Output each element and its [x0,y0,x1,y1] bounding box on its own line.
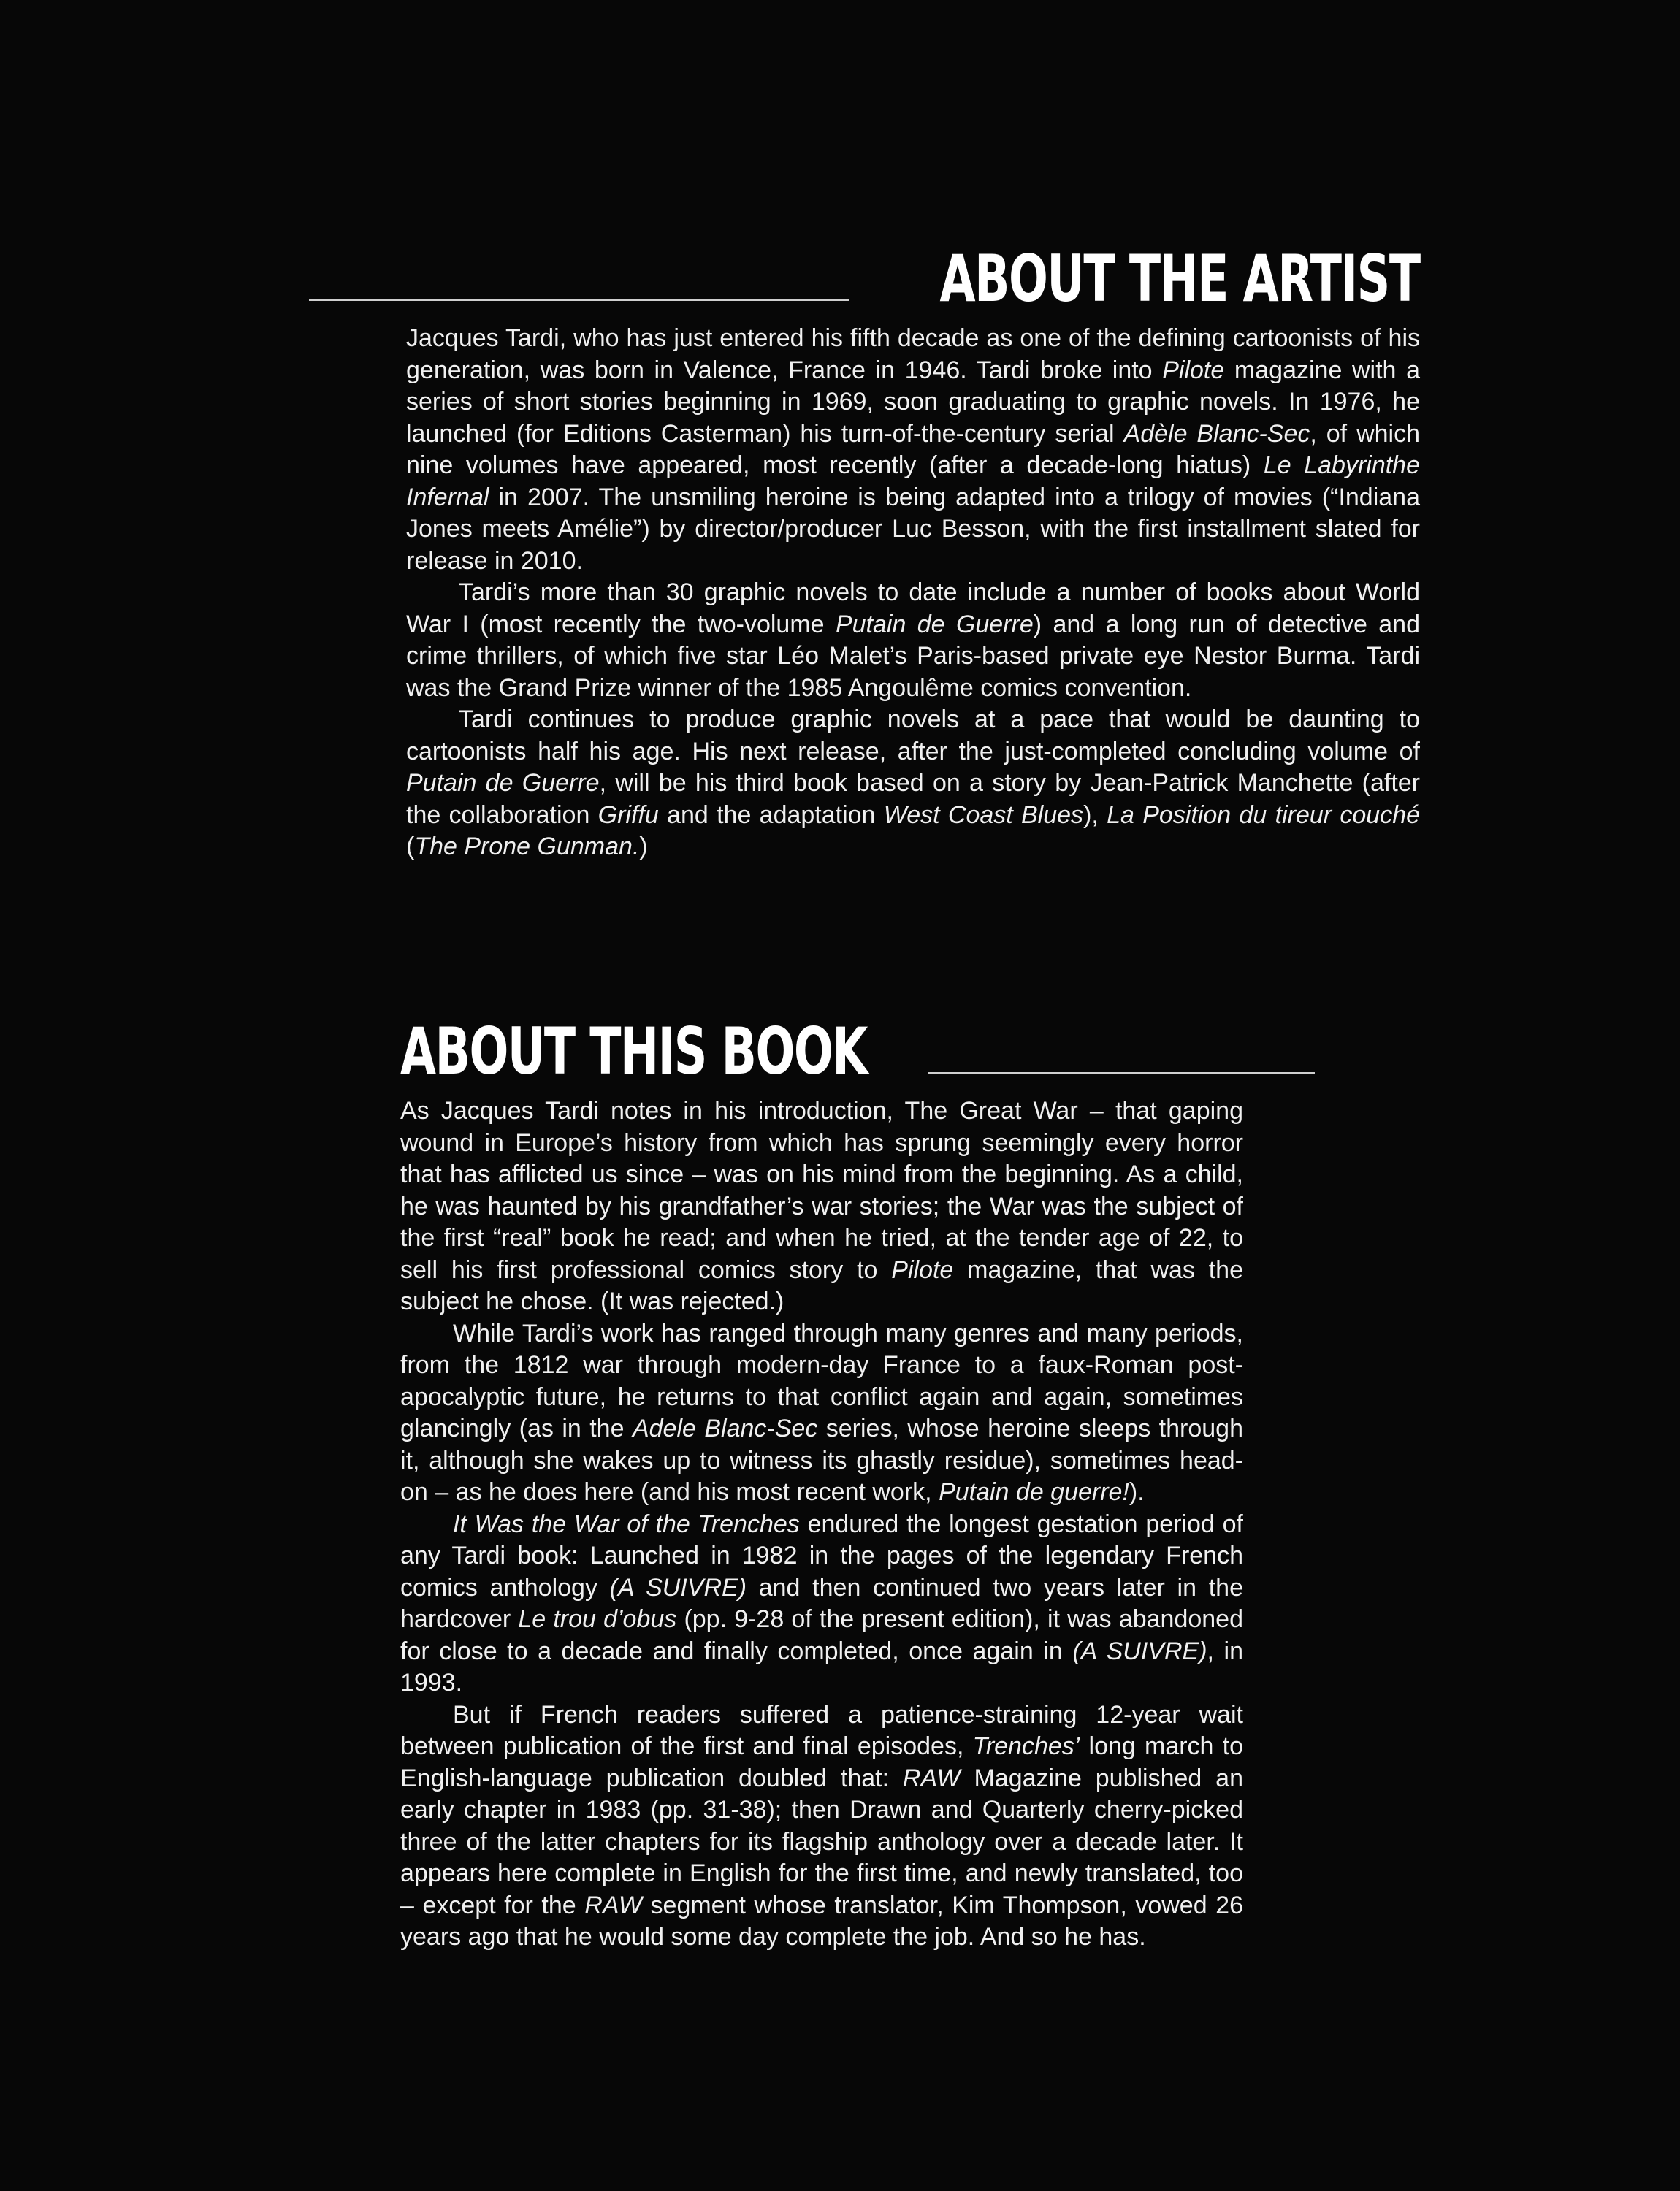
heading-rule [928,1072,1315,1074]
italic-text-run: Le Labyrinthe Infernal [406,451,1420,511]
text-run: , in 1993. [400,1637,1243,1697]
about-book-section [400,1008,1243,1954]
about-book-paragraph-3 [400,1509,1243,1699]
italic-text-run: La Position du tireur couché [1107,800,1421,829]
italic-text-run: RAW [902,1764,961,1792]
text-run: While Tardi’s work has ranged through many genres and many periods, from the 1812 war through modern-day France to a faux-Roman post-apocalyptic future, he returns to that conflict again and again, sometimes glancingly (as in the [400,1319,1243,1442]
about-book-paragraph-4 [400,1699,1243,1954]
text-run: (pp. 9-28 of the present edition), it was abandoned for close to a decade and finally completed, once again in [400,1605,1243,1665]
about-book-heading-row [400,1008,1243,1089]
text-run: , of which nine volumes have appeared, most recently (after a decade-long hiatus) [406,419,1420,479]
italic-text-run: (A SUIVRE) [1072,1637,1207,1665]
about-book-body [400,1096,1243,1954]
text-run: ) [639,833,648,860]
text-run: As Jacques Tardi notes in his introduction, The Great War – that gaping wound in Europe’s history from which has sprung seemingly every horror that has afflicted us since – was on his mind from the beginning. As a child, he was haunted by his grandfather’s war stories; the War was the subject of the first “real” book he read; and when he tried, at the tender age of 22, to sell his first professional comics story to [400,1097,1243,1284]
text-run: magazine with a series of short stories beginning in 1969, soon graduating to graphic novels. In 1976, he launched (for Editions Casterman) his turn-of-the-century serial [406,356,1421,448]
italic-text-run: (A SUIVRE) [609,1573,747,1602]
italic-text-run: Adèle Blanc-Sec [1123,419,1310,448]
heading-rule [309,299,849,301]
italic-text-run: Trenches’ [972,1732,1080,1760]
text-run: long march to English-language publication doubled that: [400,1732,1243,1792]
text-run: Magazine published an early chapter in 1983 (pp. 31-38); then Drawn and Quarterly cherry-picked three of the latter chapters for its flagship anthology over a decade later. It appears here complete in English for the first time, and newly translated, too – except for the [400,1764,1243,1919]
italic-text-run: Putain de Guerre [835,610,1034,638]
text-run: and then continued two years later in the hardcover [400,1573,1243,1633]
text-run: Tardi’s more than 30 graphic novels to date include a number of books about World War I (most recently the two-volume [406,578,1420,638]
about-artist-body [406,323,1420,863]
text-run: ( [406,833,415,860]
text-run: Tardi continues to produce graphic novels at a pace that would be daunting to cartoonists half his age. His next release, after the just-completed concluding volume of [406,706,1420,765]
text-run: segment whose translator, Kim Thompson, vowed 26 years ago that he would some day complete the job. And so he has. [400,1891,1244,1951]
about-artist-paragraph-1 [406,323,1420,577]
text-run: Jacques Tardi, who has just entered his fifth decade as one of the defining cartoonists of his generation, was born in Valence, France in 1946. Tardi broke into [406,324,1420,384]
text-run: ) and a long run of detective and crime thrillers, of which five star Léo Malet’s Paris-based private eye Nestor Burma. Tardi was the Grand Prize winner of the 1985 Angoulême comics convention. [406,610,1420,702]
about-artist-heading: ABOUT THE ARTIST [939,241,1420,316]
text-run: ), [1083,800,1107,829]
about-book-heading: ABOUT THIS BOOK [400,1014,867,1089]
about-artist-heading-row [406,235,1420,316]
italic-text-run: West Coast Blues [883,800,1084,829]
italic-text-run: The Prone Gunman. [414,833,640,860]
about-book-paragraph-2 [400,1318,1243,1509]
italic-text-run: It Was the War of the Trenches [453,1510,800,1538]
text-run: series, whose heroine sleeps through it, although she wakes up to witness its ghastly residue), sometimes head-on – as he does here (and his most recent work, [400,1415,1243,1506]
italic-text-run: RAW [584,1891,642,1919]
text-run: ). [1129,1478,1145,1506]
about-artist-paragraph-2 [406,577,1420,704]
italic-text-run: Pilote [1162,356,1225,384]
italic-text-run: Le trou d’obus [518,1605,677,1633]
italic-text-run: Adele Blanc-Sec [632,1415,818,1442]
italic-text-run: Pilote [891,1255,954,1284]
italic-text-run: Putain de guerre! [939,1478,1129,1506]
text-run: magazine, that was the subject he chose. (It was rejected.) [400,1255,1244,1315]
italic-text-run: Griffu [597,800,659,829]
about-artist-section [406,235,1420,863]
text-run: endured the longest gestation period of any Tardi book: Launched in 1982 in the pages of the legendary French comics anthology [400,1510,1243,1602]
text-run: But if French readers suffered a patience-straining 12-year wait between publication of the first and final episodes, [400,1700,1243,1760]
about-book-paragraph-1 [400,1096,1243,1318]
text-run: and the adaptation [658,800,884,829]
text-run: , will be his third book based on a story by Jean-Patrick Manchette (after the collaboration [406,769,1420,829]
italic-text-run: Putain de Guerre [406,769,600,797]
text-run: in 2007. The unsmiling heroine is being adapted into a trilogy of movies (“Indiana Jones meets Amélie”) by director/producer Luc Besson, with the first installment slated for release in 2010. [406,483,1420,575]
about-artist-paragraph-3 [406,704,1420,863]
